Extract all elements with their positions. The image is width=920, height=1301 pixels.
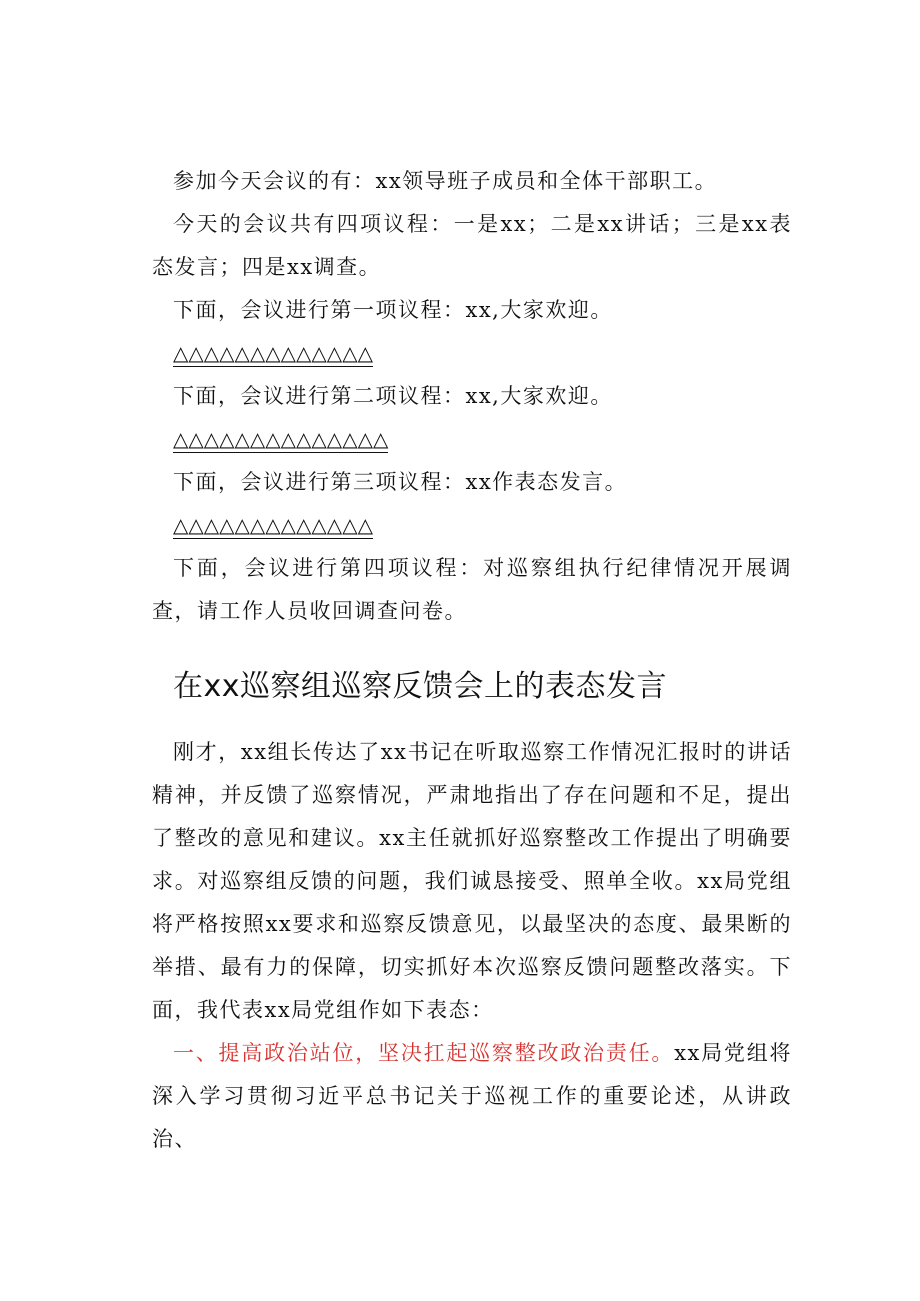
speech-point-1-heading: 一、提高政治站位，坚决扛起巡察整改政治责任。 <box>173 1041 675 1065</box>
speech-point-1-paragraph <box>152 1032 792 1161</box>
triangle-divider-1 <box>152 332 792 375</box>
triangle-divider-3-text: △△△△△△△△△△△△△ <box>173 513 373 537</box>
triangle-divider-2-text: △△△△△△△△△△△△△△ <box>173 427 389 451</box>
speech-title: 在xx巡察组巡察反馈会上的表态发言 <box>173 669 668 704</box>
speech-point-1-body: xx局党组将深入学习贯彻习近平总书记关于巡视工作的重要论述，从讲政治、 <box>152 1041 792 1151</box>
attendees-paragraph: 参加今天会议的有：xx领导班子成员和全体干部职工。 <box>173 169 718 193</box>
speech-intro-paragraph: 刚才，xx组长传达了xx书记在听取巡察工作情况汇报时的讲话精神，并反馈了巡察情况，严肃地指出了存在问题和不足，提出了整改的意见和建议。xx主任就抓好巡察整改工作提出了明确要求。对巡察组反馈的问题，我们诚恳接受、照单全收。xx局党组将严格按照xx要求和巡察反馈意见，以最坚决的态度、最果断的举措、最有力的保障，切实抓好本次巡察反馈问题整改落实。下面，我代表xx局党组作如下表态： <box>152 740 792 1022</box>
agenda-item-3: 下面，会议进行第三项议程：xx作表态发言。 <box>173 470 628 494</box>
triangle-divider-3 <box>152 504 792 547</box>
document-body <box>152 160 792 1161</box>
agenda-overview-paragraph: 今天的会议共有四项议程：一是xx；二是xx讲话；三是xx表态发言；四是xx调查。 <box>152 212 792 279</box>
triangle-divider-2 <box>152 418 792 461</box>
agenda-item-1: 下面，会议进行第一项议程：xx,大家欢迎。 <box>173 298 613 322</box>
agenda-item-4: 下面，会议进行第四项议程：对巡察组执行纪律情况开展调查，请工作人员收回调查问卷。 <box>152 556 792 623</box>
agenda-item-2: 下面，会议进行第二项议程：xx,大家欢迎。 <box>173 384 613 408</box>
triangle-divider-1-text: △△△△△△△△△△△△△ <box>173 341 373 365</box>
